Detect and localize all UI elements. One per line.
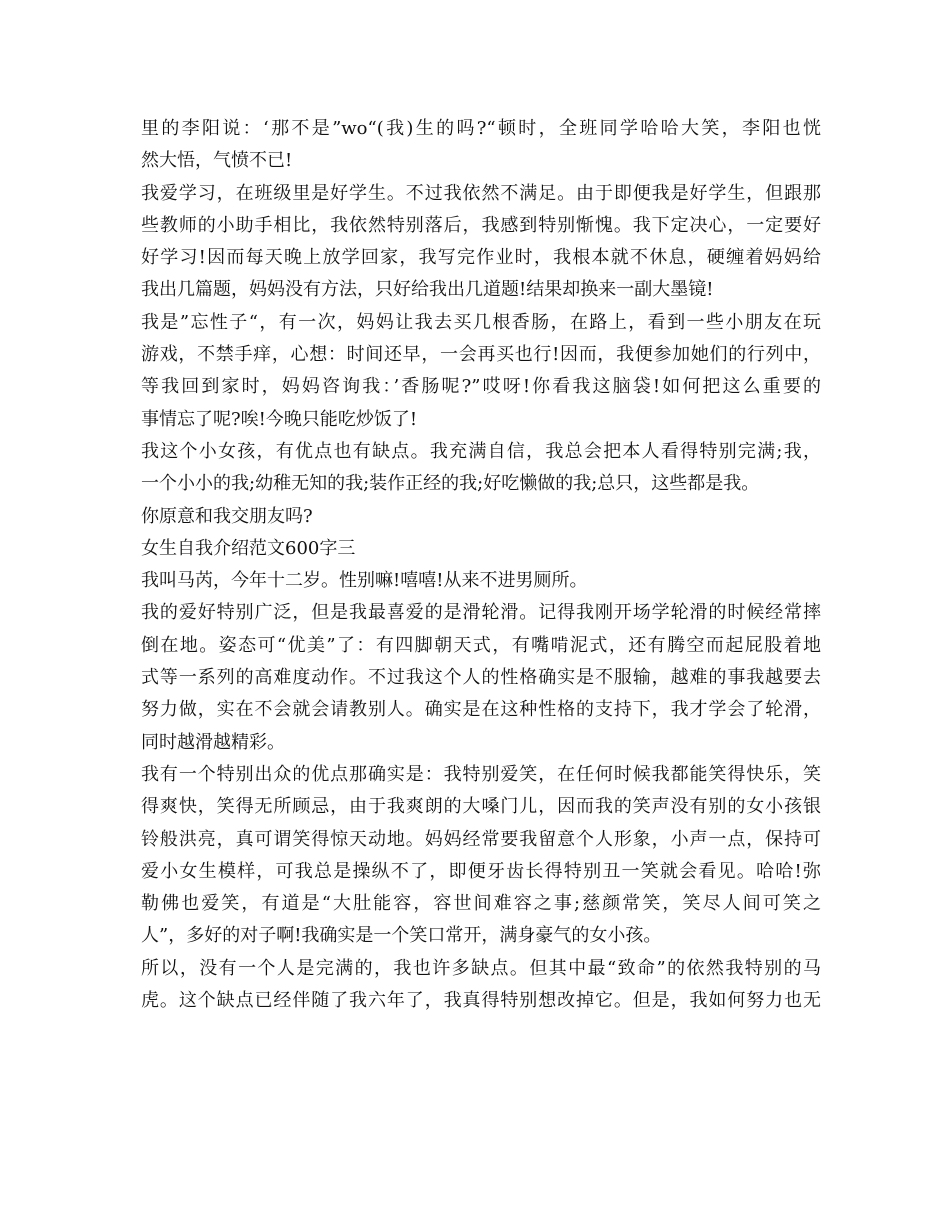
text-line: 同时越滑越精彩。 [141, 731, 285, 753]
text-line: 我叫马芮，今年十二岁。性别嘛!嘻嘻!从来不进男厕所。 [141, 570, 588, 592]
text-line: 人”，多好的对子啊!我确实是一个笑口常开，满身豪气的女小孩。 [141, 925, 662, 947]
text-line: 一个小小的我;幼稚无知的我;装作正经的我;好吃懒做的我;总只，这些都是我。 [141, 473, 760, 495]
text-line: 等我回到家时，妈妈咨询我：’香肠呢?”哎呀!你看我这脑袋!如何把这么重要的 [141, 376, 821, 398]
text-line: 我爱学习，在班级里是好学生。不过我依然不满足。由于即便我是好学生，但跟那 [141, 182, 821, 204]
text-line: 事情忘了呢?唉!今晚只能吃炒饭了! [141, 408, 418, 430]
text-line: 得爽快，笑得无所顾忌，由于我爽朗的大嗓门儿，因而我的笑声没有别的女小孩银 [141, 796, 821, 818]
text-line: 爱小女生模样，可我总是操纵不了，即便牙齿长得特别丑一笑就会看见。哈哈!弥 [141, 860, 821, 882]
text-line: 你原意和我交朋友吗? [141, 505, 313, 527]
text-line: 虎。这个缺点已经伴随了我六年了，我真得特别想改掉它。但是，我如何努力也无 [141, 990, 821, 1012]
text-line: 然大悟，气愤不已! [141, 150, 293, 172]
text-line: 所以，没有一个人是完满的，我也许多缺点。但其中最“致命”的依然我特别的马 [141, 957, 821, 979]
text-line: 里的李阳说：‘那不是”wo“(我)生的吗?“顿时，全班同学哈哈大笑，李阳也恍 [141, 118, 821, 139]
text-line: 我出几篇题，妈妈没有方法，只好给我出几道题!结果却换来一副大墨镜! [141, 279, 714, 301]
text-line: 倒在地。姿态可“优美”了：有四脚朝天式，有嘴啃泥式，还有腾空而起屁股着地 [141, 634, 821, 656]
document-body [141, 113, 821, 1017]
text-line: 我是”忘性子“，有一次，妈妈让我去买几根香肠，在路上，看到一些小朋友在玩 [141, 311, 821, 333]
text-line: 我这个小女孩，有优点也有缺点。我充满自信，我总会把本人看得特别完满;我， [141, 440, 821, 462]
text-line: 游戏，不禁手痒，心想：时间还早，一会再买也行!因而，我便参加她们的行列中， [141, 344, 821, 366]
section-heading: 女生自我介绍范文600字三 [141, 537, 356, 559]
text-line: 式等一系列的高难度动作。不过我这个人的性格确实是不服输，越难的事我越要去 [141, 667, 821, 689]
text-line: 好学习!因而每天晚上放学回家，我写完作业时，我根本就不休息，硬缠着妈妈给 [141, 247, 821, 269]
text-line: 些教师的小助手相比，我依然特别落后，我感到特别惭愧。我下定决心，一定要好 [141, 214, 821, 236]
text-line: 铃般洪亮，真可谓笑得惊天动地。妈妈经常要我留意个人形象，小声一点，保持可 [141, 828, 821, 850]
text-line: 我的爱好特别广泛，但是我最喜爱的是滑轮滑。记得我刚开场学轮滑的时候经常摔 [141, 602, 821, 624]
text-line: 勒佛也爱笑，有道是“大肚能容，容世间难容之事;慈颜常笑，笑尽人间可笑之 [141, 893, 821, 915]
text-line: 我有一个特别出众的优点那确实是：我特别爱笑，在任何时候我都能笑得快乐，笑 [141, 763, 821, 785]
text-line: 努力做，实在不会就会请教别人。确实是在这种性格的支持下，我才学会了轮滑， [141, 699, 821, 721]
